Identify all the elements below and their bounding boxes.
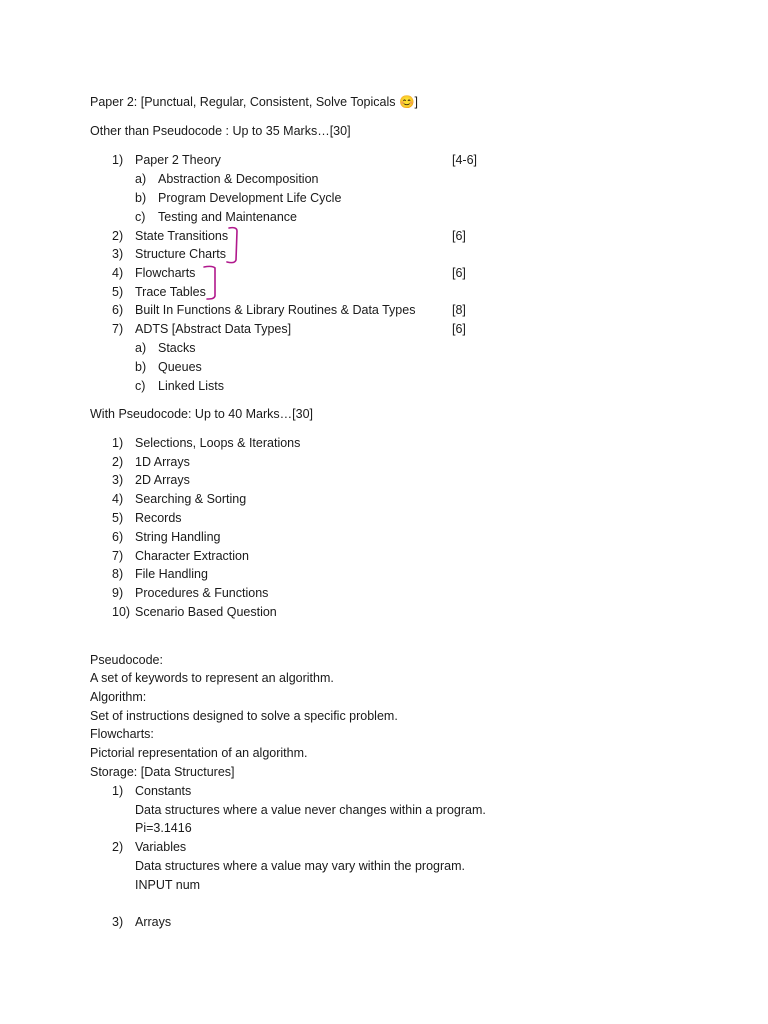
- sublist-letter: b): [135, 191, 147, 205]
- pseudocode-label: Pseudocode:: [90, 653, 163, 667]
- list-item: Trace Tables: [135, 285, 206, 299]
- constants-description: Data structures where a value never changes within a program.: [135, 803, 486, 817]
- list-number: 2): [112, 840, 124, 854]
- list-item: Character Extraction: [135, 549, 249, 563]
- list-number: 6): [112, 530, 124, 544]
- list-number: 5): [112, 511, 124, 525]
- list-number: 8): [112, 567, 124, 581]
- sublist-item: Linked Lists: [158, 379, 225, 393]
- sublist-item: Queues: [158, 360, 202, 374]
- list-number: 1): [112, 784, 124, 798]
- marks-label: [6]: [452, 322, 466, 336]
- list-number: 3): [112, 247, 124, 261]
- sublist-letter: c): [135, 210, 146, 224]
- list-number: 4): [112, 492, 124, 506]
- flowcharts-definition: Pictorial representation of an algorithm.: [90, 746, 308, 760]
- list-number: 10): [112, 605, 131, 619]
- list-item: File Handling: [135, 567, 208, 581]
- paper-heading: Paper 2: [Punctual, Regular, Consistent, Solve Topicals 😊]: [90, 95, 419, 109]
- sublist-letter: a): [135, 341, 147, 355]
- list-item: 2D Arrays: [135, 473, 190, 487]
- storage-label: Storage: [Data Structures]: [90, 765, 235, 779]
- list-number: 5): [112, 285, 124, 299]
- sublist-letter: c): [135, 379, 146, 393]
- list-item: Structure Charts: [135, 247, 227, 261]
- list-item: Paper 2 Theory: [135, 153, 221, 167]
- with-pseudocode-heading: With Pseudocode: Up to 40 Marks…[30]: [90, 407, 314, 421]
- list-number: 6): [112, 303, 124, 317]
- list-number: 7): [112, 549, 124, 563]
- flowcharts-label: Flowcharts:: [90, 727, 154, 741]
- marks-label: [6]: [452, 229, 466, 243]
- algorithm-label: Algorithm:: [90, 690, 147, 704]
- marks-label: [4-6]: [452, 153, 478, 167]
- marks-label: [8]: [452, 303, 466, 317]
- list-number: 7): [112, 322, 124, 336]
- list-item: Scenario Based Question: [135, 605, 277, 619]
- arrays-title: Arrays: [135, 915, 172, 929]
- constants-example: Pi=3.1416: [135, 821, 192, 835]
- pseudocode-definition: A set of keywords to represent an algorithm.: [90, 671, 334, 685]
- sublist-item: Program Development Life Cycle: [158, 191, 342, 205]
- list-number: 3): [112, 473, 124, 487]
- list-item: Built In Functions & Library Routines & Data Types: [135, 303, 416, 317]
- list-item: Searching & Sorting: [135, 492, 247, 506]
- list-item: Records: [135, 511, 182, 525]
- sublist-letter: b): [135, 360, 147, 374]
- sublist-item: Abstraction & Decomposition: [158, 172, 319, 186]
- list-item: 1D Arrays: [135, 455, 190, 469]
- list-number: 1): [112, 436, 124, 450]
- list-number: 1): [112, 153, 124, 167]
- sublist-letter: a): [135, 172, 147, 186]
- list-number: 2): [112, 229, 124, 243]
- variables-description: Data structures where a value may vary within the program.: [135, 859, 465, 873]
- list-number: 3): [112, 915, 124, 929]
- constants-title: Constants: [135, 784, 192, 798]
- algorithm-definition: Set of instructions designed to solve a specific problem.: [90, 709, 398, 723]
- list-item: Procedures & Functions: [135, 586, 269, 600]
- list-item: State Transitions: [135, 229, 229, 243]
- list-item: Selections, Loops & Iterations: [135, 436, 301, 450]
- list-number: 4): [112, 266, 124, 280]
- handwritten-bracket-annotation: [222, 224, 244, 266]
- list-number: 2): [112, 455, 124, 469]
- list-item: String Handling: [135, 530, 221, 544]
- other-than-pseudocode-heading: Other than Pseudocode : Up to 35 Marks…[30]: [90, 124, 351, 138]
- list-item: Flowcharts: [135, 266, 196, 280]
- list-item: ADTS [Abstract Data Types]: [135, 322, 292, 336]
- sublist-item: Testing and Maintenance: [158, 210, 297, 224]
- handwritten-bracket-annotation: [200, 262, 222, 304]
- variables-title: Variables: [135, 840, 187, 854]
- list-number: 9): [112, 586, 124, 600]
- sublist-item: Stacks: [158, 341, 196, 355]
- variables-example: INPUT num: [135, 878, 201, 892]
- marks-label: [6]: [452, 266, 466, 280]
